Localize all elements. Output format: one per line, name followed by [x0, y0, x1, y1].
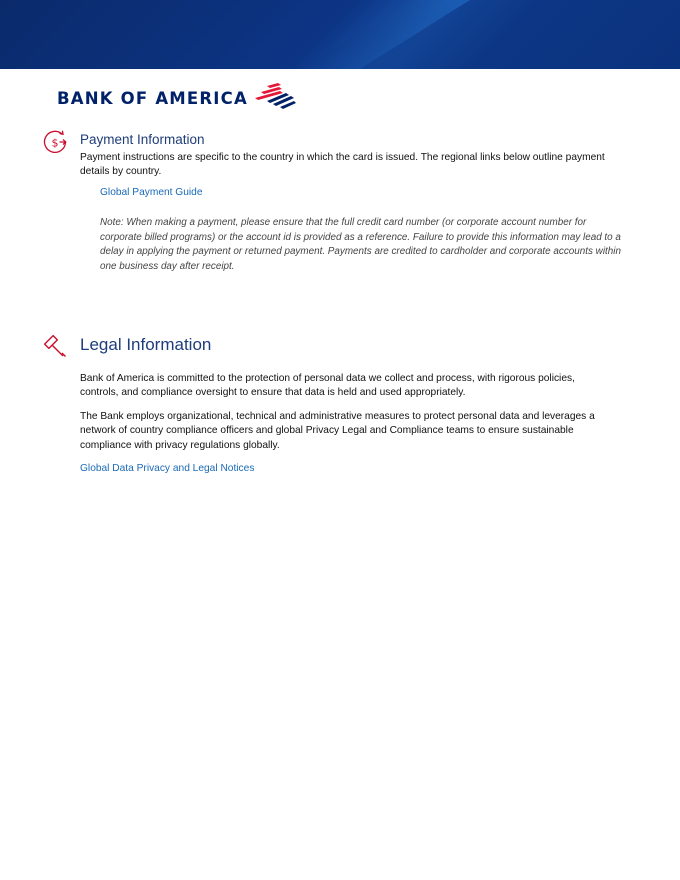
header-banner: [0, 0, 680, 69]
payment-note: Note: When making a payment, please ensure that the full credit card number (or corporate account number for corporate billed programs) or the account id is provided as a reference. Failure to provide this information may lead to a delay in applying the payment or returned payment. Payments are credited to cardholder and corporate accounts within one business day after receipt.: [100, 217, 621, 272]
flag-logo-icon: [253, 83, 297, 109]
legal-paragraph-2: The Bank employs organizational, technical and administrative measures to protect personal data and leverages a network of country compliance officers and global Privacy Legal and Compliance teams to ensure sustainable compliance with privacy regulations globally.: [80, 411, 595, 451]
global-payment-guide-link[interactable]: Global Payment Guide: [100, 187, 203, 198]
privacy-legal-notices-link[interactable]: Global Data Privacy and Legal Notices: [80, 463, 255, 474]
gavel-icon: [41, 333, 69, 359]
legal-paragraph-1: Bank of America is committed to the protection of personal data we collect and process, with rigorous policies, controls, and compliance oversight to ensure that data is held and used appropriately.: [80, 373, 575, 398]
header-sheen: [0, 0, 680, 69]
payment-info-description: Payment instructions are specific to the country in which the card is issued. The regional links below outline payment details by country.: [80, 152, 605, 177]
payment-info-heading: Payment Information: [80, 132, 205, 147]
legal-info-heading: Legal Information: [80, 335, 212, 354]
bank-logo: [57, 84, 297, 112]
svg-text:$: $: [51, 136, 59, 150]
dollar-refresh-icon: [42, 129, 68, 155]
logo-wordmark: BANK OF AMERICA: [57, 88, 248, 108]
